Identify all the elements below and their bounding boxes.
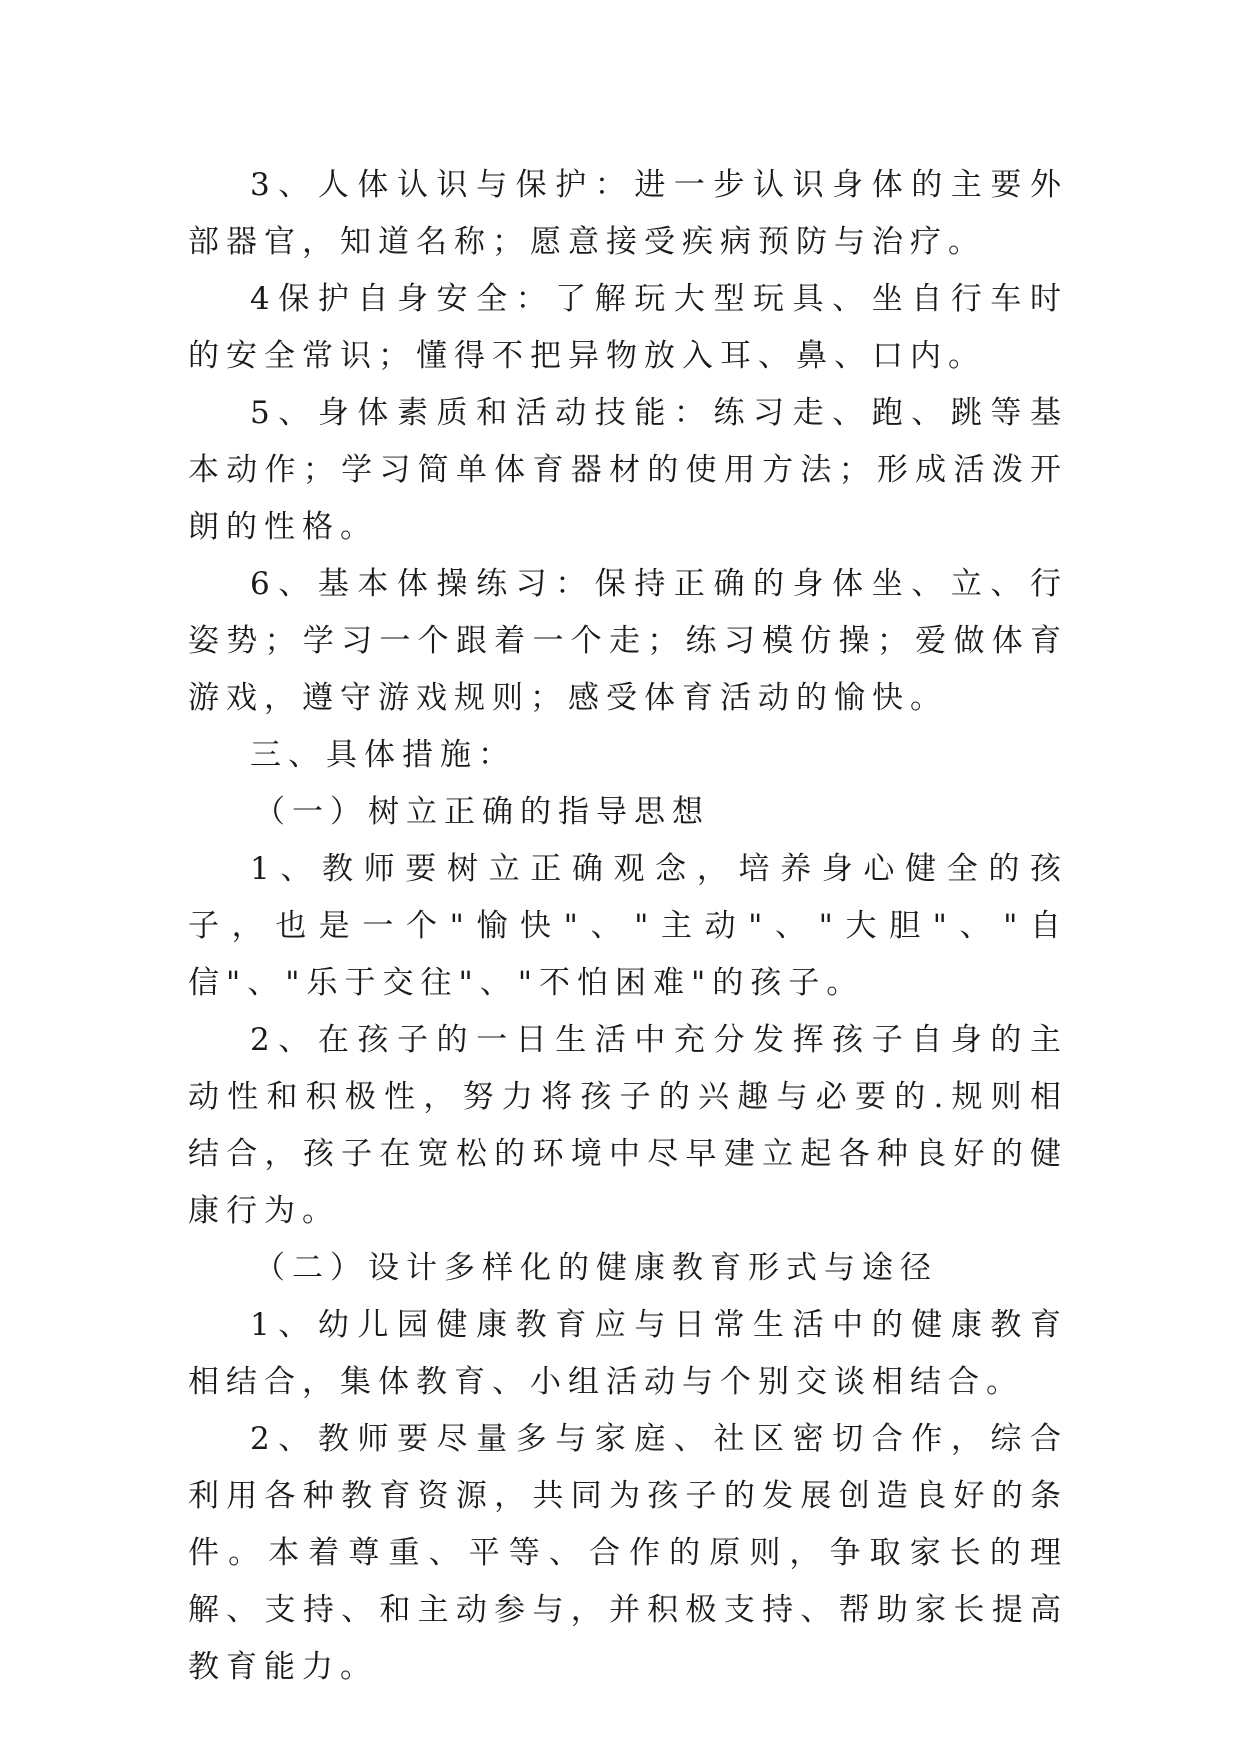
paragraph-kindergarten-education: 1、幼儿园健康教育应与日常生活中的健康教育相结合，集体教育、小组活动与个别交谈相结合。 [188,1307,1068,1400]
paragraph-body-protection: 3、人体认识与保护：进一步认识身体的主要外部器官，知道名称；愿意接受疾病预防与治疗。 [188,167,1068,260]
paragraph-family-cooperation: 2、教师要尽量多与家庭、社区密切合作，综合利用各种教育资源，共同为孩子的发展创造良好的条件。本着尊重、平等、合作的原则，争取家长的理解、支持、和主动参与，并积极支持、帮助家长提高教育能力。 [188,1421,1068,1685]
paragraph-teacher-concept: 1、教师要树立正确观念，培养身心健全的孩子，也是一个"愉快"、"主动"、"大胆"、"自信"、"乐于交往"、"不怕困难"的孩子。 [188,851,1068,1001]
document-body [188,157,1068,1696]
paragraph-daily-life: 2、在孩子的一日生活中充分发挥孩子自身的主动性和积极性，努力将孩子的兴趣与必要的.规则相结合，孩子在宽松的环境中尽早建立起各种良好的健康行为。 [188,1022,1068,1229]
section-heading-measures: 三、具体措施： [250,737,516,773]
subsection-heading-education-forms: （二）设计多样化的健康教育形式与途径 [254,1250,938,1286]
paragraph-self-safety: 4保护自身安全：了解玩大型玩具、坐自行车时的安全常识；懂得不把异物放入耳、鼻、口内。 [188,281,1068,374]
paragraph-gymnastics: 6、基本体操练习：保持正确的身体坐、立、行姿势；学习一个跟着一个走；练习模仿操；爱做体育游戏，遵守游戏规则；感受体育活动的愉快。 [188,566,1068,716]
paragraph-physical-skills: 5、身体素质和活动技能：练习走、跑、跳等基本动作；学习简单体育器材的使用方法；形成活泼开朗的性格。 [188,395,1068,545]
subsection-heading-guiding-thought: （一）树立正确的指导思想 [254,794,710,830]
